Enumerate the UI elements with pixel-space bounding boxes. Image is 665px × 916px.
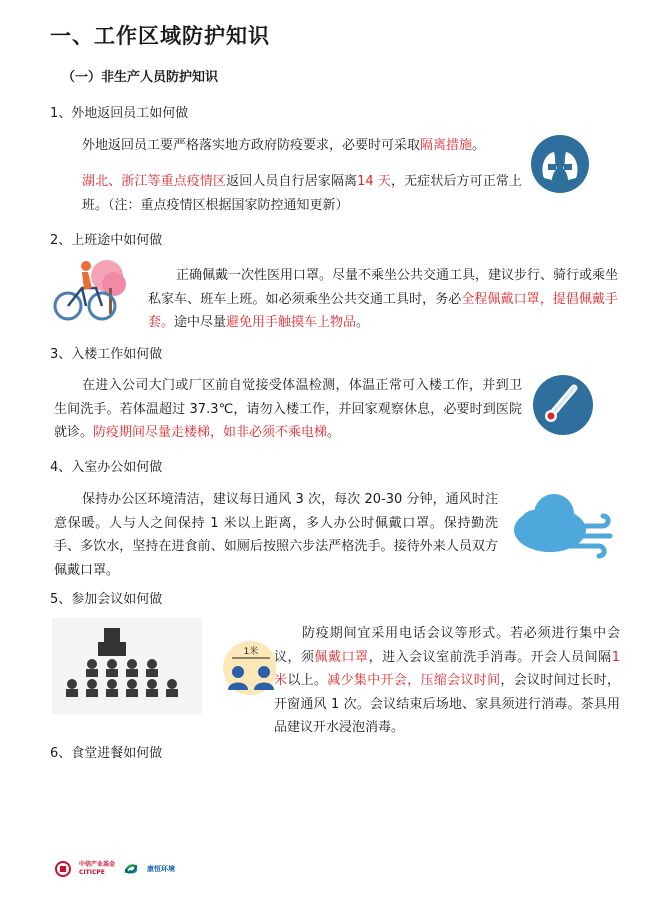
text: ，进入会议室前洗手消毒。开会人员间隔 (368, 649, 612, 665)
heading-3: 3、入楼工作如何做 (50, 347, 163, 362)
text: 正确佩戴一次性医用口罩。尽量不乘坐公共交通工具，建议步行、骑行或乘坐私家车、班车上班。如必须乘坐公共交通工具时，务必 (148, 268, 619, 307)
paragraph-5 (274, 622, 620, 740)
heading-6: 6、食堂进餐如何做 (50, 746, 163, 761)
logo2-cn: 康恒环境 (147, 864, 176, 873)
text-highlight: 全程佩戴口罩，提倡佩戴手套。 (148, 291, 618, 330)
text-highlight: 减少集中开会，压缩会议时间 (327, 673, 501, 688)
citic-logo-icon (55, 861, 71, 877)
heading-1: 1、外地返回员工如何做 (50, 106, 189, 121)
page-title: 一、工作区域防护知识 (50, 24, 270, 48)
meeting-illustration (52, 618, 276, 714)
text-highlight: 隔离措施 (420, 138, 473, 153)
text-highlight: 避免用手触摸车上物品 (226, 315, 357, 330)
section-subtitle: （一）非生产人员防护知识 (62, 70, 219, 85)
wind-cloud-icon (510, 486, 618, 562)
heading-4: 4、入室办公如何做 (50, 460, 163, 475)
heading-2: 2、上班途中如何做 (50, 233, 163, 248)
text: 途中尽量 (174, 315, 227, 330)
text-highlight: 湖北、浙江等重点疫情区 (82, 174, 227, 189)
text-highlight: 1 米 (274, 649, 620, 688)
paragraph-4: 保持办公区环境清洁，建议每日通风 3 次，每次 20-30 分钟，通风时注意保暖。人与人之间保持 1 米以上距离，多人办公时佩戴口罩。保持勤洗手、多饮水，坚持在进食前、如厕后按照六步法严格洗手。接待外来人员双方佩戴口罩。 (54, 492, 498, 578)
paragraph-2 (148, 264, 618, 335)
distance-label: 1米 (243, 647, 259, 657)
text: ，无症状后方可正常上班。（注：重点疫情区根据国家防控通知更新） (82, 174, 522, 213)
text: 在进入公司大门或厂区前自觉接受体温检测，体温正常可入楼工作，并到卫生间洗手。若体温超过 37.3℃，请勿入楼工作，并回家观察休息，必要时到医院就诊。 (54, 378, 522, 440)
mask-faces-icon (530, 134, 590, 194)
text: 以上。 (287, 673, 328, 688)
cyclist-illustration (52, 254, 130, 324)
text-highlight: 14 天 (357, 174, 392, 189)
footer-logos (55, 861, 175, 877)
text: 返回人员自行居家隔离 (226, 174, 358, 189)
paragraph-1a (82, 134, 522, 158)
text: 防疫期间宜采用电话会议等形式。若必须进行集中会议，须 (274, 626, 620, 665)
text: 。 (327, 425, 341, 440)
kanghenghuanjing-logo-icon (123, 861, 139, 877)
logo1-cn: 中信产业基金 (79, 861, 116, 868)
citic-logo-text (79, 861, 115, 877)
paragraph-3 (54, 374, 522, 445)
logo1-en: CITICPE (79, 869, 105, 876)
thermometer-icon (532, 374, 594, 436)
paragraph-1b (82, 170, 522, 217)
heading-5: 5、参加会议如何做 (50, 592, 163, 607)
text: 外地返回员工要严格落实地方政府防疫要求，必要时可采取 (82, 138, 421, 153)
text-highlight: 防疫期间尽量走楼梯，如非必须不乘电梯 (93, 425, 328, 440)
text-highlight: 佩戴口罩 (314, 649, 369, 665)
text: 。 (356, 315, 370, 330)
text: ，会议时间过长时，开窗通风 1 次。会议结束后场地、家具须进行消毒。茶具用品建议开水浸泡消毒。 (274, 673, 620, 735)
text: 。 (472, 138, 486, 153)
